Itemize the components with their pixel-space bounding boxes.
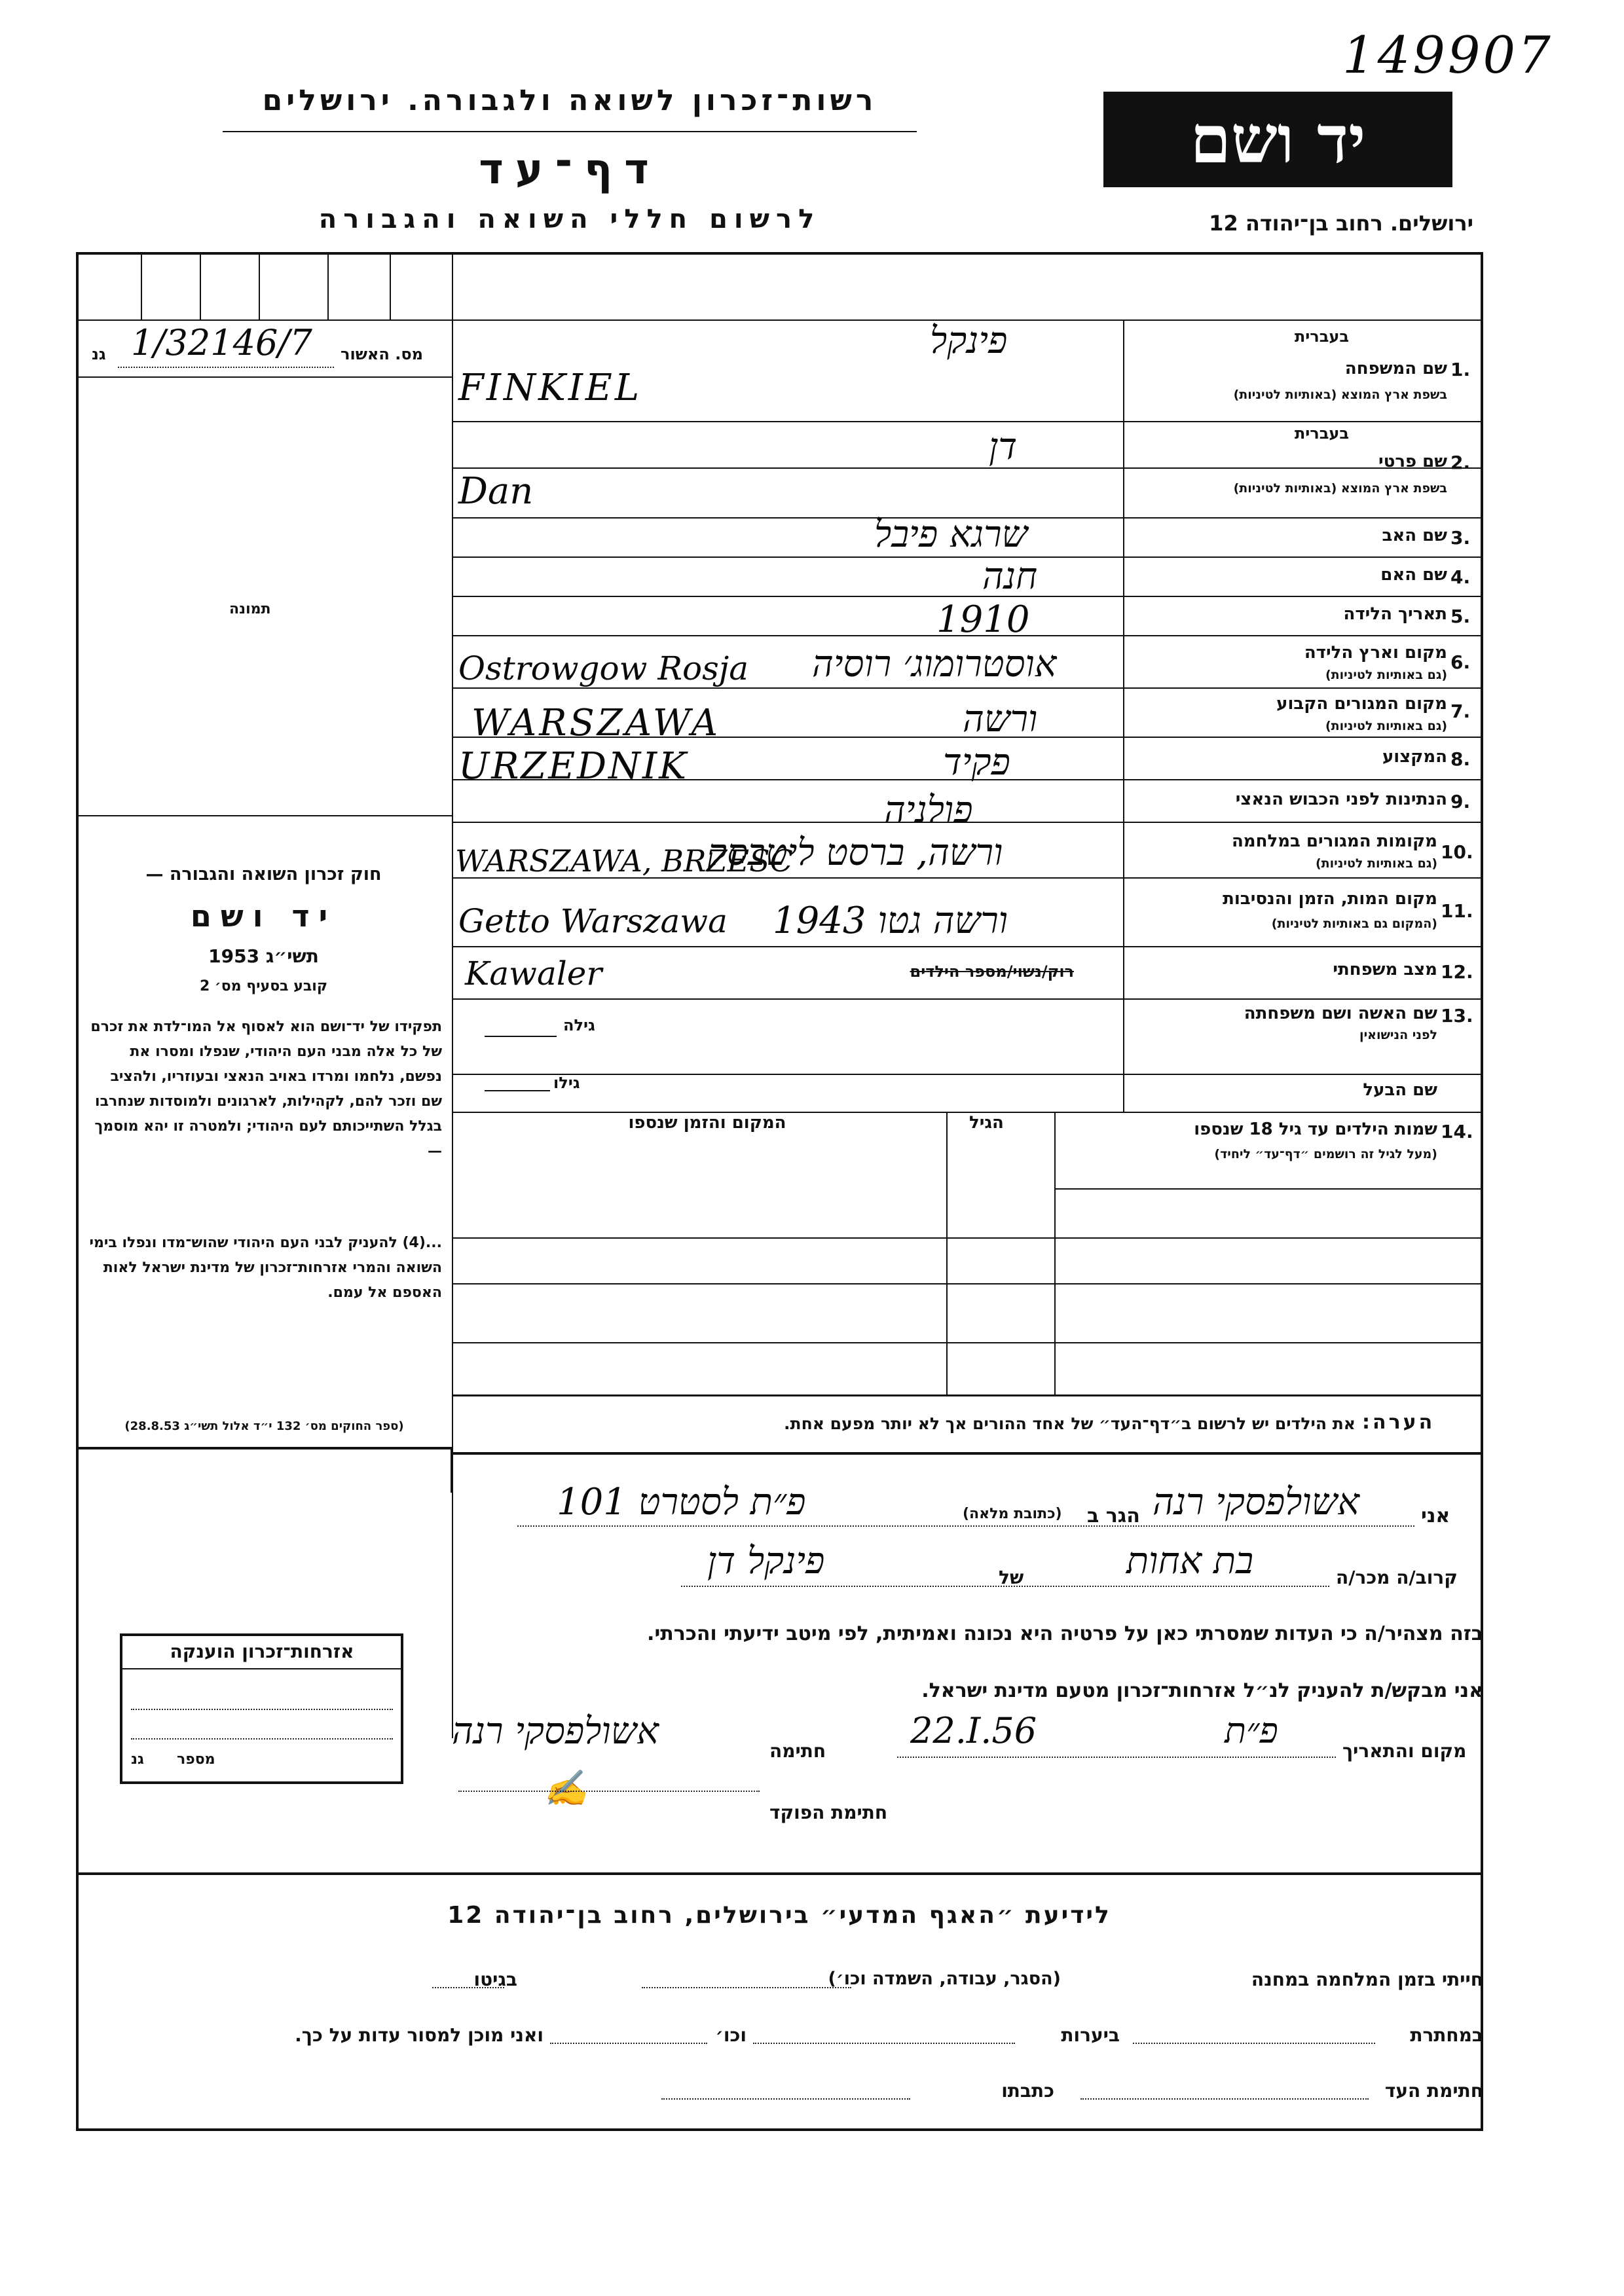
note-text: את הילדים יש לרשום ב״דף־העד״ של אחד ההורים אך לא יותר מפעם אחת.	[784, 1414, 1356, 1433]
husband-label: שם הבעל	[1363, 1080, 1437, 1100]
field-11-label: מקום המות, הזמן והנסיבות	[1223, 889, 1437, 909]
field-9-label: הנתינות לפני הכבוש הנאצי	[1235, 790, 1447, 809]
pas-number-label: מס. האשור	[341, 345, 423, 363]
photo-placeholder: תמונה	[229, 601, 271, 617]
field-5-value: 1910	[936, 598, 1030, 641]
field-2-hint: בשפת ארץ המוצא (באותיות לטיניות)	[1233, 481, 1447, 496]
children-col-place: המקום והזמן שנספו	[628, 1113, 786, 1133]
field-13-hint: לפני הנישואין	[1359, 1028, 1437, 1042]
declaration-relative-label: קרוב/ה מכר/ה	[1336, 1567, 1458, 1588]
footer-line1-end: בגיטו	[473, 1969, 517, 1990]
citizenship-number-label: מספר	[177, 1751, 215, 1768]
footer-title: לידיעת ״האגף המדעי״ בירושלים, רחוב בן־יהודה 12	[447, 1902, 1111, 1929]
declaration-i-value: אשולפסקי רנה	[1153, 1481, 1359, 1523]
form-subtitle: לרשום חללי השואה והגבורה	[318, 204, 821, 234]
field-6-label: מקום וארץ הלידה	[1304, 643, 1447, 663]
field-12-number: 12.	[1441, 961, 1473, 983]
field-12-label: מצב משפחתי	[1333, 960, 1437, 979]
law-text-2: ...(4) להעניק לבני העם היהודי שהוש־מדו ונפלו בימי השואה והמרי אזרחות־זכרון של מדינת ישראל לאות האספם אל עמם.	[89, 1235, 442, 1301]
declaration-of-label: של	[999, 1567, 1024, 1588]
field-12-value: Kawaler	[465, 955, 602, 993]
field-5-label: תאריך הלידה	[1343, 604, 1447, 624]
law-text-1: תפקידו של יד־ושם הוא לאסוף אל המו־לדת את זכרם של כל אלה מבני העם היהודי, שנפלו ומסרו את נפשם, נלחמו ומרדו באויב הנאצי ובעוזריו, ולהציב שם וזכר להם, לקהילות, לארגונים ולמוסדות שנחרבו בגלל השתייכותם לעם היהודי; ולמטרה זו יהא מוסמך —	[90, 1019, 442, 1159]
field-11-hint: (המקום גם באותיות לטיניות)	[1271, 917, 1437, 931]
footer-line3-label: חתימת העד	[1384, 2080, 1483, 2102]
children-number: 14.	[1441, 1121, 1473, 1142]
field-6-value-hebrew: אוסטרומוג׳ רוסיה	[812, 643, 1057, 685]
date-value: 22.I.56	[910, 1710, 1037, 1751]
field-11-value-latin: Getto Warszawa	[458, 902, 728, 940]
field-6-number: 6.	[1450, 651, 1471, 673]
declaration-resides-label: הגר ב	[1087, 1504, 1140, 1527]
declaration-resides-value: פ״ת לסטרט 101	[557, 1481, 806, 1523]
field-13-label: שם האשה ושם משפחתה	[1244, 1004, 1437, 1023]
signature-value: אשולפסקי רנה	[452, 1710, 659, 1753]
field-9-number: 9.	[1450, 791, 1471, 812]
field-10-number: 10.	[1441, 841, 1473, 863]
law-name: יד ושם	[190, 898, 337, 934]
field-2-value-latin: Dan	[458, 470, 534, 513]
children-hint: (מעל לגיל זה רושמים ״דף־עד״ ליחיד)	[1214, 1147, 1437, 1161]
footer-line2-end: ואני מוכן למסור עדות על כך.	[295, 2024, 544, 2046]
field-1-hint: בשפת ארץ המוצא (באותיות לטיניות)	[1233, 388, 1447, 402]
signature-label: חתימה	[769, 1740, 826, 1762]
field-1-number: 1.	[1450, 359, 1471, 380]
authority-title: רשות־זכרון לשואה ולגבורה. ירושלים	[262, 84, 877, 117]
form-frame	[76, 252, 1483, 2131]
note-separator	[452, 1452, 1483, 1455]
field-2-number: 2.	[1450, 452, 1471, 473]
field-4-value: חנה	[982, 555, 1038, 598]
law-section: קובע בסעיף מס׳ 2	[199, 978, 328, 994]
declaration-of-value: פינקל דן	[707, 1540, 825, 1582]
field-1-value-hebrew: פינקל	[930, 319, 1008, 362]
document-number: 149907	[1342, 26, 1553, 85]
field-1-lang-hint: בעברית	[1294, 327, 1349, 346]
field-4-number: 4.	[1450, 566, 1471, 588]
law-heading: חוק זכרון השואה והגבורה —	[145, 864, 382, 884]
field-3-value: שרגא פיבל	[874, 513, 1028, 556]
declaration-i-label: אני	[1421, 1504, 1450, 1527]
field-2-label: שם פרטי	[1378, 452, 1447, 471]
field-10-value-latin: WARSZAWA, BRZESC	[455, 843, 793, 879]
left-panel-bottom	[76, 1447, 452, 1449]
note-label: הערה:	[1362, 1411, 1435, 1434]
field-8-value-latin: URZEDNIK	[458, 745, 689, 788]
field-7-value-hebrew: ורשה	[963, 698, 1038, 740]
field-10-value-hebrew: ורשה, ברסט ליטבסק	[707, 831, 1003, 874]
citizenship-number-suffix: גנ	[131, 1751, 144, 1768]
field-10-label: מקומות המגורים במלחמה	[1231, 831, 1437, 851]
field-2-lang-hint: בעברית	[1294, 424, 1349, 443]
footer-line3-end: כתבתו	[1001, 2080, 1054, 2102]
gen-label: גנ	[92, 345, 106, 363]
husband-age-label: גילו	[553, 1074, 580, 1092]
children-col-age: הגיל	[969, 1113, 1004, 1133]
field-7-label: מקום המגורים הקבוע	[1276, 694, 1447, 714]
place-date-label: מקום והתאריך	[1342, 1740, 1467, 1762]
declaration-resides-hint: (כתובת מלאה)	[963, 1506, 1062, 1522]
clerk-label: חתימת הפוקד	[769, 1802, 888, 1823]
field-7-value-latin: WARSZAWA	[471, 702, 721, 744]
place-value: פ״ת	[1225, 1710, 1278, 1751]
field-13-number: 13.	[1441, 1005, 1473, 1027]
footer-line2-label: במחתרת	[1410, 2024, 1483, 2046]
children-label: שמות הילדים עד גיל 18 שנספו	[1194, 1120, 1437, 1139]
field-11-value-hebrew: ורשה גטו 1943	[773, 900, 1008, 942]
citizenship-title: אזרחות־זכרון הוענקה	[170, 1641, 354, 1662]
wife-age-label: גילה	[563, 1016, 595, 1034]
field-8-number: 8.	[1450, 748, 1471, 770]
footer-separator	[76, 1872, 1483, 1875]
field-8-label: המקצוע	[1382, 747, 1447, 767]
footer-line1-label: חייתי בזמן המלחמה במחנה	[1251, 1969, 1483, 1990]
field-12-options: רוק/נשוי/מספר הילדים	[910, 962, 1074, 981]
clerk-initials: ✍	[544, 1768, 588, 1809]
law-source: (ספר החוקים מס׳ 132 י״ד אלול תשי״ג 28.8.53)	[124, 1419, 404, 1433]
field-6-value-latin: Ostrowgow Rosja	[458, 649, 749, 687]
field-11-number: 11.	[1441, 900, 1473, 922]
field-3-number: 3.	[1450, 527, 1471, 549]
form-title: דף־עד	[479, 145, 661, 194]
footer-line2-mid1: ביערות	[1061, 2024, 1120, 2046]
declaration-statement-1: בזה מצהיר/ה כי העדות שמסרתי כאן על פרטיה היא נכונה ואמיתית, לפי מיטב ידיעתי והכרתי.	[647, 1622, 1483, 1645]
footer-line1-hint: (הסגר, עבודה, השמדה וכו׳)	[828, 1969, 1061, 1989]
logo-address: ירושלים. רחוב בן־יהודה 12	[1209, 211, 1473, 236]
logo-text: יד ושם	[1190, 101, 1366, 178]
field-9-value: פולניה	[884, 789, 973, 831]
law-year: תשי״ג 1953	[208, 945, 319, 967]
declaration-relative-value: בת אחות	[1126, 1540, 1254, 1582]
field-7-hint: (גם באותיות לטיניות)	[1325, 719, 1447, 733]
field-1-label: שם המשפחה	[1344, 359, 1447, 378]
field-1-value-latin: FINKIEL	[458, 367, 642, 409]
field-8-value-hebrew: פקיד	[943, 741, 1010, 784]
field-5-number: 5.	[1450, 606, 1471, 627]
field-4-label: שם האם	[1380, 565, 1447, 585]
field-2-value-hebrew: דן	[989, 426, 1018, 468]
pas-number-value: 1/32146/7	[131, 322, 312, 363]
yad-vashem-logo	[1103, 92, 1452, 187]
declaration-statement-2: אני מבקש/ת להעניק לנ״ל אזרחות־זכרון מטעם מדינת ישראל.	[921, 1679, 1483, 1702]
field-3-label: שם האב	[1382, 526, 1447, 545]
field-6-hint: (גם באותיות לטיניות)	[1325, 668, 1447, 682]
field-10-hint: (גם באותיות לטיניות)	[1315, 856, 1437, 871]
footer-line2-mid2: וכו׳	[715, 2024, 747, 2046]
field-7-number: 7.	[1450, 701, 1471, 722]
